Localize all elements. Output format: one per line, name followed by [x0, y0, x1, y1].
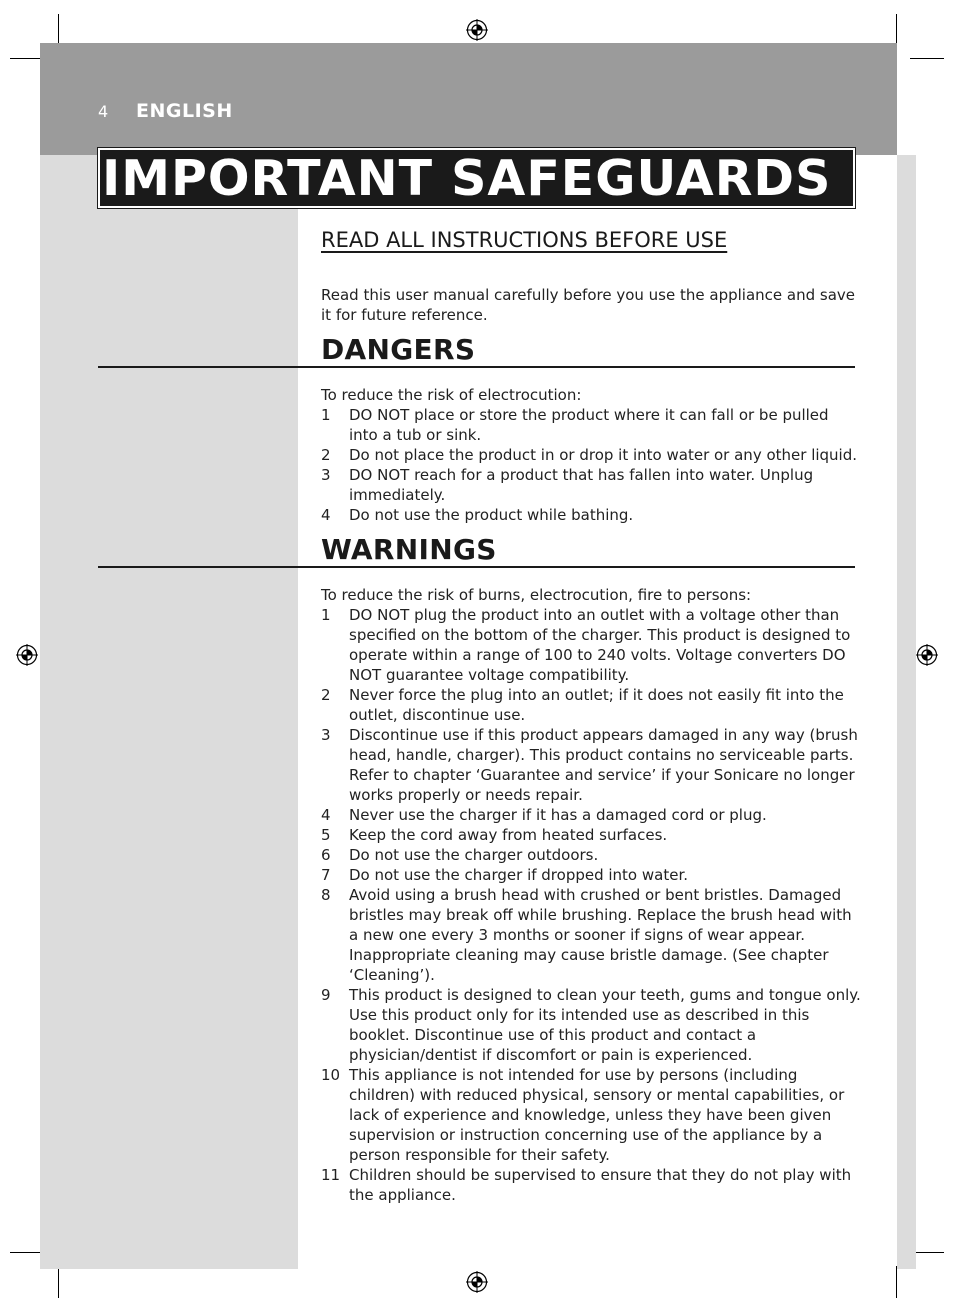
list-item: 4 Never use the charger if it has a damaged cord or plug.	[321, 806, 767, 824]
right-margin-strip	[897, 155, 916, 1269]
list-item: 3 Discontinue use if this product appears damaged in any way (brush head, handle, charger). This product contains no serviceable parts. Refer to chapter ‘Guarantee and service’ if your Sonicare no longer works properly or needs repair.	[321, 726, 858, 804]
section-divider	[98, 566, 855, 568]
page-title: IMPORTANT SAFEGUARDS	[102, 150, 832, 207]
crop-mark	[58, 14, 59, 46]
warnings-intro: To reduce the risk of burns, electrocution, fire to persons:	[321, 586, 752, 604]
crop-mark	[10, 1252, 44, 1253]
list-item: 1 DO NOT plug the product into an outlet with a voltage other than specified on the bottom of the charger. This product is designed to operate within a range of 100 to 240 volts. Voltage converters DO NOT guarantee voltage compatibility.	[321, 606, 851, 684]
registration-mark-icon	[916, 644, 938, 666]
warnings-list	[321, 605, 861, 1205]
dangers-intro: To reduce the risk of electrocution:	[321, 386, 582, 404]
list-item: 9 This product is designed to clean your teeth, gums and tongue only. Use this product only for its intended use as described in this booklet. Discontinue use of this product and contact a physician/dentist if discomfort or pain is experienced.	[321, 986, 861, 1064]
registration-mark-icon	[466, 1271, 488, 1293]
crop-mark	[58, 1266, 59, 1298]
header-band	[40, 43, 897, 155]
registration-mark-icon	[16, 644, 38, 666]
list-item: 10 This appliance is not intended for use by persons (including children) with reduced physical, sensory or mental capabilities, or lack of experience and knowledge, unless they have been given supervision or instruction concerning use of the appliance by a person responsible for their safety.	[321, 1066, 845, 1164]
list-item: 6 Do not use the charger outdoors.	[321, 846, 599, 864]
list-item: 4 Do not use the product while bathing.	[321, 506, 634, 524]
dangers-list	[321, 405, 861, 525]
list-item: 5 Keep the cord away from heated surfaces.	[321, 826, 668, 844]
crop-mark	[896, 1266, 897, 1298]
list-item: 11 Children should be supervised to ensure that they do not play with the appliance.	[321, 1166, 852, 1204]
list-item: 8 Avoid using a brush head with crushed or bent bristles. Damaged bristles may break off while brushing. Replace the brush head with a new one every 3 months or sooner if signs of wear appear. Inappropriate cleaning may cause bristle damage. (See chapter ‘Cleaning’).	[321, 886, 852, 984]
crop-mark	[896, 14, 897, 46]
list-item: 2 Never force the plug into an outlet; if it does not easily fit into the outlet, discontinue use.	[321, 686, 844, 724]
list-item: 7 Do not use the charger if dropped into water.	[321, 866, 689, 884]
list-item: 3 DO NOT reach for a product that has fallen into water. Unplug immediately.	[321, 466, 814, 504]
crop-mark	[10, 58, 44, 59]
read-instructions-heading: READ ALL INSTRUCTIONS BEFORE USE	[321, 228, 728, 252]
warnings-heading: WARNINGS	[321, 533, 497, 566]
list-item: 1 DO NOT place or store the product where it can fall or be pulled into a tub or sink.	[321, 406, 829, 444]
left-margin-column	[40, 155, 298, 1269]
title-banner	[98, 148, 855, 208]
registration-mark-icon	[466, 19, 488, 41]
language-label: ENGLISH	[136, 100, 233, 122]
read-instructions-text: Read this user manual carefully before you use the appliance and save it for future reference.	[321, 286, 855, 324]
list-item: 2 Do not place the product in or drop it into water or any other liquid.	[321, 446, 858, 464]
page-number: 4	[98, 102, 109, 121]
section-divider	[98, 366, 855, 368]
dangers-heading: DANGERS	[321, 333, 476, 366]
crop-mark	[910, 58, 944, 59]
